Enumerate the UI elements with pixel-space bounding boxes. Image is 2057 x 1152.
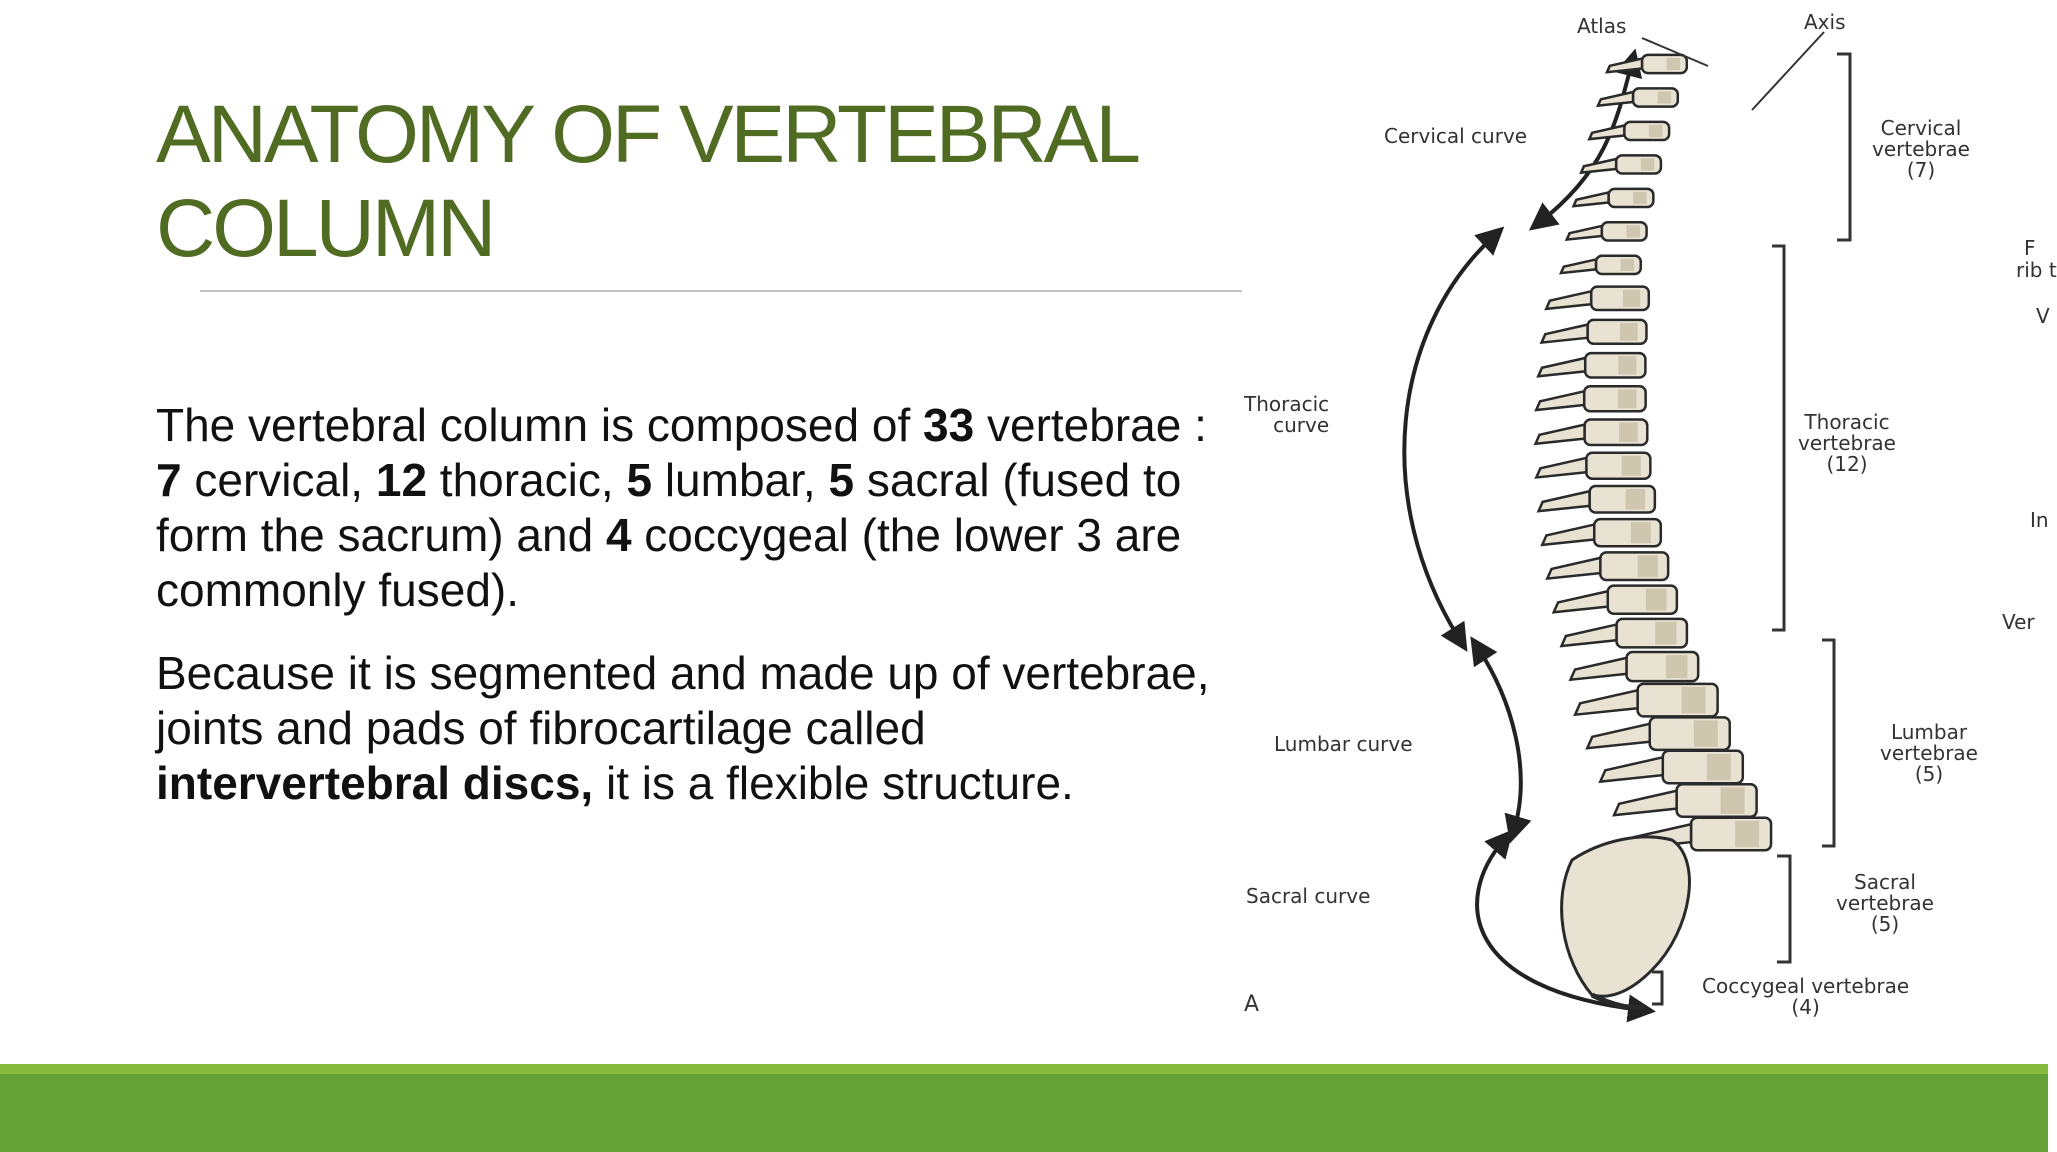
thoracic-vertebra (1542, 320, 1647, 344)
label-lumbar-vertebrae: Lumbar vertebrae (5) (1880, 720, 1978, 786)
coccyx-shape (1592, 995, 1644, 1007)
thoracic-vertebra (1570, 652, 1698, 681)
label-cut-1: F (2024, 236, 2036, 260)
paragraph-flexibility: Because it is segmented and made up of vertebrae, joints and pads of fibrocartilage called intervertebral discs, it is a flexible structure. (156, 647, 1210, 809)
label-sacral-curve: Sacral curve (1246, 884, 1371, 908)
lumbar-bracket (1822, 640, 1834, 846)
sacral-bracket (1777, 856, 1790, 962)
title-divider (200, 290, 1242, 292)
slide-title (156, 88, 1156, 276)
label-cervical-vertebrae: Cervical vertebrae (7) (1872, 116, 1970, 182)
label-panel-letter: A (1244, 992, 1260, 1017)
thoracic-vertebra (1539, 486, 1655, 513)
thoracic-vertebra (1542, 519, 1661, 546)
label-sacral-vertebrae: Sacral vertebrae (5) (1836, 870, 1934, 936)
cervical-bracket (1837, 54, 1850, 240)
title-line-2: COLUMN (156, 183, 494, 274)
label-atlas: Atlas (1577, 14, 1627, 38)
label-cervical-curve: Cervical curve (1384, 124, 1528, 148)
sacrum-shape (1562, 837, 1690, 996)
thoracic-vertebra (1554, 586, 1677, 614)
vertebral-column-diagram (1232, 0, 2057, 1040)
label-thoracic-vertebrae: Thoracic vertebrae (12) (1798, 410, 1896, 476)
thoracic-curve-arrow (1404, 236, 1494, 640)
thoracic-vertebra (1546, 287, 1649, 310)
footer-bar (0, 1074, 2048, 1152)
lumbar-curve-arrow (1478, 648, 1521, 830)
label-axis: Axis (1804, 10, 1846, 34)
lumbar-vertebra (1587, 717, 1730, 750)
lumbar-vertebra (1600, 751, 1743, 784)
cervical-vertebra (1574, 189, 1654, 207)
cervical-vertebra (1598, 88, 1678, 106)
thoracic-vertebra (1536, 453, 1650, 479)
label-coccygeal-vertebrae: Coccygeal vertebrae (4) (1702, 974, 1910, 1019)
label-cut-4: In (2030, 508, 2049, 532)
label-cut-5: Ver (2002, 610, 2035, 634)
lumbar-vertebra (1575, 684, 1718, 717)
cervical-vertebra (1589, 122, 1669, 140)
label-thoracic-curve: Thoracic curve (1244, 392, 1330, 437)
body-text (156, 398, 1216, 839)
cervical-vertebra (1607, 55, 1687, 73)
title-line-1: ANATOMY OF VERTEBRAL (156, 89, 1138, 180)
thoracic-vertebra (1562, 619, 1687, 648)
thoracic-vertebra (1536, 420, 1648, 445)
coccygeal-bracket (1652, 972, 1662, 1004)
cervical-vertebra (1567, 222, 1647, 240)
footer-accent-line (0, 1064, 2048, 1074)
thoracic-vertebra (1538, 353, 1645, 377)
cervical-vertebra (1581, 155, 1661, 173)
thoracic-vertebra (1536, 386, 1645, 411)
thoracic-bracket (1772, 246, 1784, 630)
thoracic-vertebra (1547, 552, 1668, 580)
lumbar-vertebra (1614, 784, 1757, 817)
label-lumbar-curve: Lumbar curve (1274, 732, 1413, 756)
label-cut-2: rib t (2016, 258, 2057, 282)
cervical-vertebra (1561, 256, 1641, 274)
paragraph-vertebrae-count: The vertebral column is composed of 33 vertebrae : 7 cervical, 12 thoracic, 5 lumbar, 5 sacral (fused to form the sacrum) and 4 coccygeal (the lower 3 are commonly fused). (156, 399, 1207, 616)
label-cut-3: V (2036, 304, 2050, 328)
